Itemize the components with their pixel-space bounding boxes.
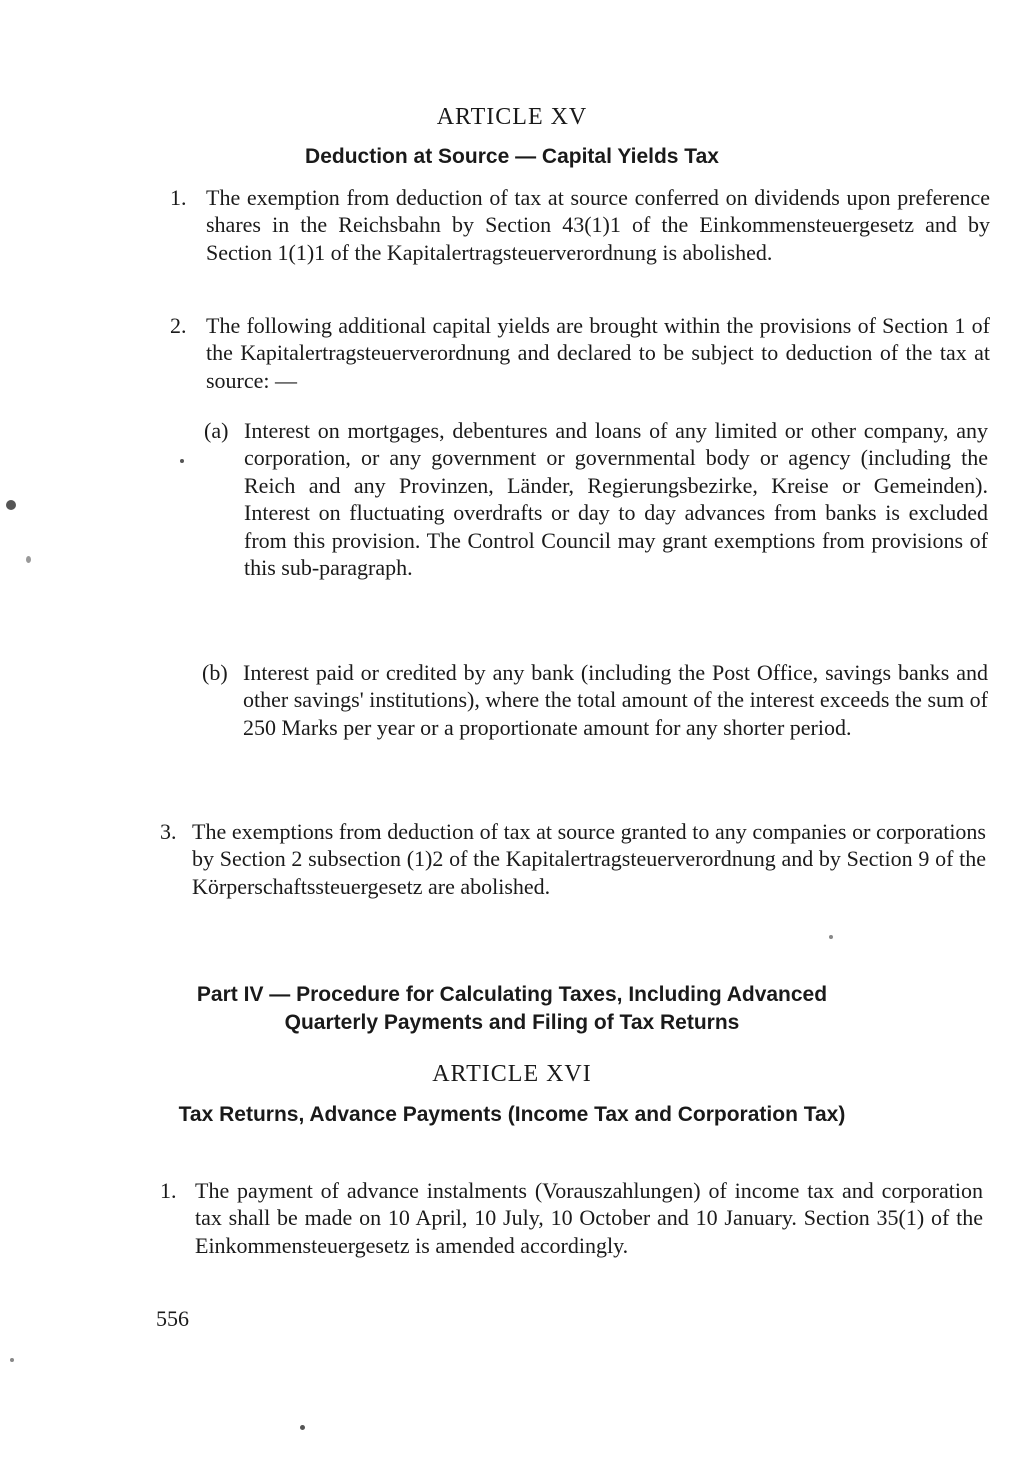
article-xv-paragraph-3: The exemptions from deduction of tax at source granted to any companies or corporations by Section 2 subsection (1)2 of the Kapitalertragsteuerverordnung and by Section 9 of the Körperschaftssteuergesetz are abolished. bbox=[192, 819, 986, 899]
article-xvi-paragraph-1: The payment of advance instalments (Vorauszahlungen) of income tax and corporation tax shall be made on 10 April, 10 July, 10 October and 10 January. Section 35(1) of the Einkommensteuergesetz is amended accordingly. bbox=[195, 1178, 983, 1258]
article-xv-heading: Deduction at Source — Capital Yields Tax bbox=[305, 145, 719, 168]
scan-speck bbox=[829, 935, 833, 939]
item-number: 3. bbox=[160, 819, 177, 844]
item-number: 1. bbox=[160, 1178, 177, 1203]
subitem-label: (b) bbox=[202, 660, 228, 685]
subitem-label: (a) bbox=[204, 418, 229, 443]
scan-speck bbox=[26, 556, 31, 563]
article-xvi-title: ARTICLE XVI bbox=[432, 1061, 592, 1087]
article-xvi-heading: Tax Returns, Advance Payments (Income Tax and Corporation Tax) bbox=[178, 1103, 846, 1126]
article-xv-paragraph-2: The following additional capital yields are brought within the provisions of Section 1 of the Kapitalertragsteuerverordnung and declared to be subject to deduction of the tax at source: — bbox=[206, 313, 990, 393]
scan-speck bbox=[300, 1425, 305, 1430]
scan-speck bbox=[6, 500, 16, 510]
item-number: 1. bbox=[170, 185, 187, 210]
part-iv-heading-line-2: Quarterly Payments and Filing of Tax Returns bbox=[284, 1011, 740, 1034]
article-xv-subparagraph-a: Interest on mortgages, debentures and loans of any limited or other company, any corporation, or any government or governmental body or agency (including the Reich and any Provinzen, Länder, Regierungsbezirke, Kreise or Gemeinden). Interest on fluctuating overdrafts or day to day advances from banks is excluded from this provision. The Control Council may grant exemptions from provisions of this sub-paragraph. bbox=[244, 418, 988, 581]
item-number: 2. bbox=[170, 313, 187, 338]
scan-speck bbox=[10, 1358, 14, 1362]
article-xv-title: ARTICLE XV bbox=[436, 104, 588, 130]
article-xv-subparagraph-b: Interest paid or credited by any bank (including the Post Office, savings banks and other savings' institutions), where the total amount of the interest exceeds the sum of 250 Marks per year or a proportionate amount for any shorter period. bbox=[243, 660, 988, 740]
part-iv-heading-line-1: Part IV — Procedure for Calculating Taxes, Including Advanced bbox=[196, 983, 828, 1006]
page-number: 556 bbox=[156, 1306, 189, 1331]
scan-speck bbox=[180, 459, 184, 463]
article-xv-paragraph-1: The exemption from deduction of tax at source conferred on dividends upon preference shares in the Reichsbahn by Section 43(1)1 of the Einkommensteuergesetz and by Section 1(1)1 of the Kapitalertragsteuerverordnung is abolished. bbox=[206, 185, 990, 265]
